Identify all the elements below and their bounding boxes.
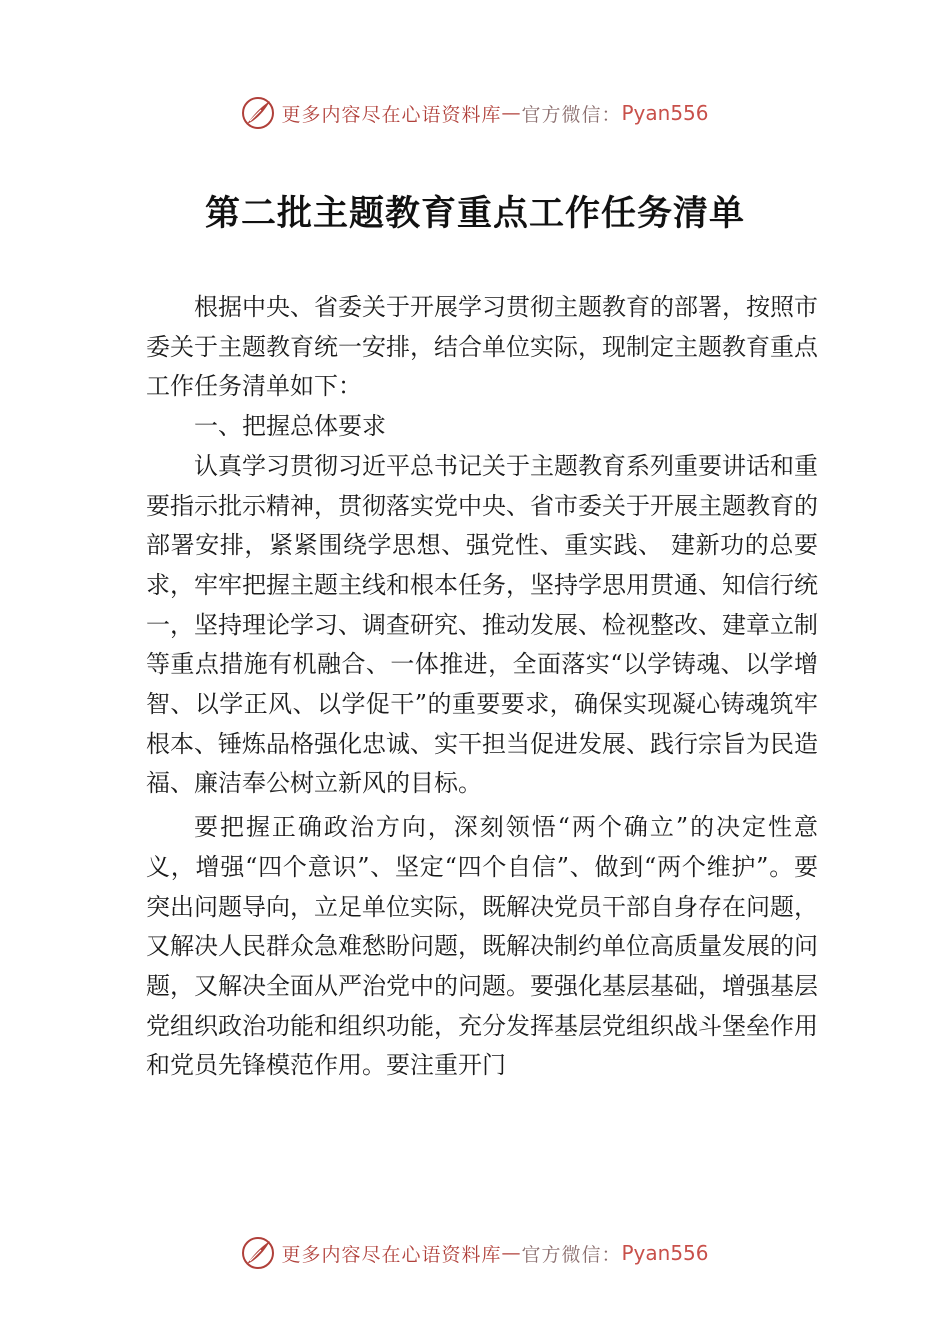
quill-pen-logo-icon [241,1236,275,1270]
banner-separator: — [501,102,522,124]
banner-wechat-id: Pyan556 [621,101,709,125]
banner-main-text: 更多内容尽在心语资料库 [281,1243,502,1266]
section-heading-1: 一、把握总体要求 [194,412,386,441]
banner-separator: — [501,1242,522,1264]
banner-main-text: 更多内容尽在心语资料库 [281,103,502,126]
banner-wechat-id: Pyan556 [621,1241,709,1265]
footer-watermark-banner [0,1236,950,1270]
header-watermark-banner [0,96,950,130]
paragraph-direction: 要把握正确政治方向，深刻领悟“两个确立”的决定性意义，增强“四个意识”、坚定“四个自信”、做到“两个维护”。要突出问题导向，立足单位实际，既解决党员干部自身存在问题，又解决人民群众急难愁盼问题，既解决制约单位高质量发展的问题，又解决全面从严治党中的问题。要强化基层基础，增强基层党组织政治功能和组织功能，充分发挥基层党组织战斗堡垒作用和党员先锋模范作用。要注重开门 [146,813,818,1080]
banner-wechat-label: 官方微信： [521,1243,622,1266]
quill-pen-logo-icon [241,96,275,130]
banner-wechat-label: 官方微信： [521,103,622,126]
document-body [146,288,818,1086]
document-title: 第二批主题教育重点工作任务清单 [204,193,745,234]
paragraph-requirements: 认真学习贯彻习近平总书记关于主题教育系列重要讲话和重要指示批示精神，贯彻落实党中央、省市委关于开展主题教育的部署安排，紧紧围绕学思想、强党性、重实践、 建新功的总要求，牢牢把握主题主线和根本任务，坚持学思用贯通、知信行统一，坚持理论学习、调查研究、推动发展、检视整改、建章立制等重点措施有机融合、一体推进，全面落实“以学铸魂、以学增智、以学正风、以学促干”的重要要求，确保实现凝心铸魂筑牢根本、锤炼品格强化忠诚、实干担当促进发展、践行宗旨为民造福、廉洁奉公树立新风的目标。 [146,451,818,798]
paragraph-intro: 根据中央、省委关于开展学习贯彻主题教育的部署，按照市委关于主题教育统一安排，结合单位实际，现制定主题教育重点工作任务清单如下： [146,293,818,401]
